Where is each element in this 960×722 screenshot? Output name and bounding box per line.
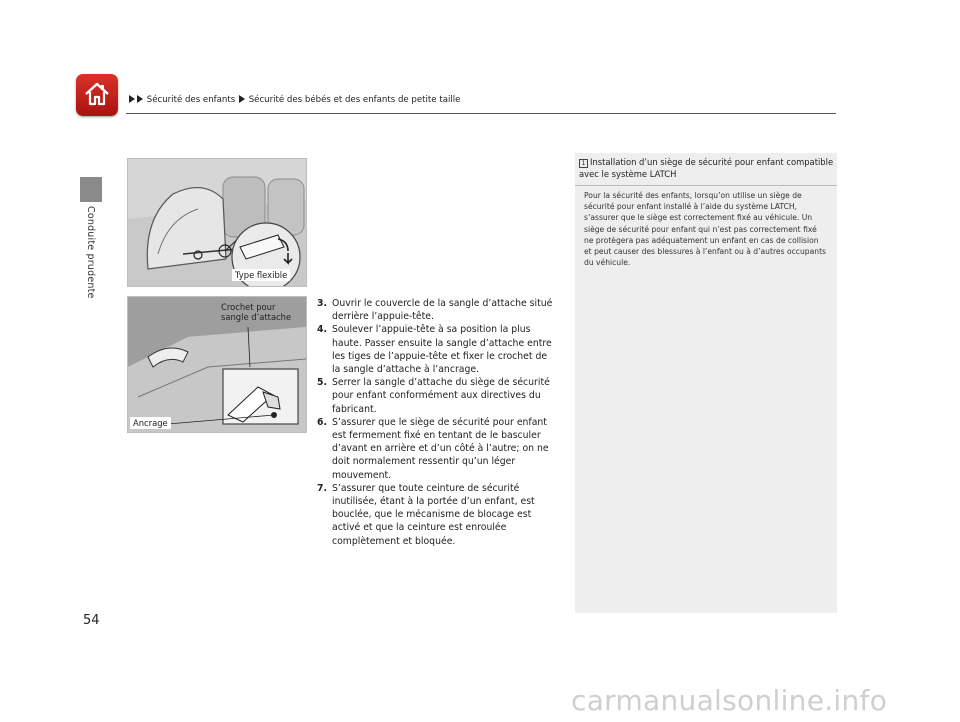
breadcrumb-arrow-icon: [239, 95, 245, 103]
tether-hook-label-text: Crochet pour sangle d’attache: [221, 302, 292, 322]
step-number: 3.: [317, 298, 328, 309]
step-number: 5.: [317, 377, 328, 389]
figure-child-seat-tether: [127, 158, 307, 287]
note-panel: [575, 153, 837, 613]
step-number: 6.: [317, 416, 328, 428]
child-seat-illustration: [128, 159, 306, 286]
figure-tether-anchor: [127, 296, 307, 433]
note-divider: [575, 185, 837, 186]
installation-steps: [317, 297, 557, 548]
step-item: [317, 376, 557, 416]
breadcrumb-item-infant-safety[interactable]: Sécurité des bébés et des enfants de petite taille: [248, 95, 461, 105]
step-item: [317, 416, 557, 482]
step-item: [317, 323, 557, 376]
step-text: Soulever l’appuie-tête à sa position la plus haute. Passer ensuite la sangle d’attache entre les tiges de l’appuie-tête et fixer le crochet de la sangle d’attache à l’ancrage.: [332, 324, 552, 376]
breadcrumb-arrow-icon: [129, 95, 135, 103]
step-text: S’assurer que toute ceinture de sécurité inutilisée, étant à la portée d’un enfant, est bouclée, que le mécanisme de blocage est activé et que la ceinture est enroulée complètement et bloquée.: [332, 482, 535, 547]
step-item: [317, 482, 557, 548]
header-divider: [126, 113, 836, 114]
watermark: carmanualsonline.info: [571, 684, 888, 717]
note-title: [579, 157, 837, 180]
note-body: Pour la sécurité des enfants, lorsqu’on utilise un siège de sécurité pour enfant installé à l’aide du système LATCH, s’assurer que le siège est correctement fixé au véhicule. Un siège de sécurité pour enfant qui n’est pas correctement fixé ne protègera pas adéquatement un enfant en cas de collision et peut causer des blessures à l’enfant ou à d’autres occupants du véhicule.: [584, 191, 827, 268]
home-button[interactable]: [76, 74, 118, 116]
figure-label-tether-hook: [218, 301, 302, 323]
page-number: 54: [83, 613, 100, 628]
section-label: Conduite prudente: [85, 206, 96, 299]
figure-label-anchor: Ancrage: [130, 417, 171, 429]
step-text: S’assurer que le siège de sécurité pour enfant est fermement fixé en tentant de le basculer d’avant en arrière et d’un côté à l’autre; on ne doit normalement ressentir qu’un léger mouvement.: [332, 416, 549, 481]
step-number: 4.: [317, 324, 328, 336]
note-marker-icon: 1: [579, 159, 588, 168]
home-icon: [83, 80, 111, 108]
breadcrumb-arrow-icon: [137, 95, 143, 103]
breadcrumb-item-child-safety[interactable]: Sécurité des enfants: [146, 95, 236, 105]
section-tab-marker[interactable]: [80, 177, 102, 202]
step-text: Ouvrir le couvercle de la sangle d’attache situé derrière l’appuie-tête.: [332, 298, 553, 323]
note-title-text: Installation d’un siège de sécurité pour enfant compatible avec le système LATCH: [579, 157, 834, 179]
step-text: Serrer la sangle d’attache du siège de sécurité pour enfant conformément aux directives du fabricant.: [332, 377, 550, 415]
breadcrumb: [128, 95, 460, 105]
step-item: [317, 297, 557, 323]
step-number: 7.: [317, 482, 328, 494]
figure-label-flexible-type: Type flexible: [232, 269, 290, 281]
